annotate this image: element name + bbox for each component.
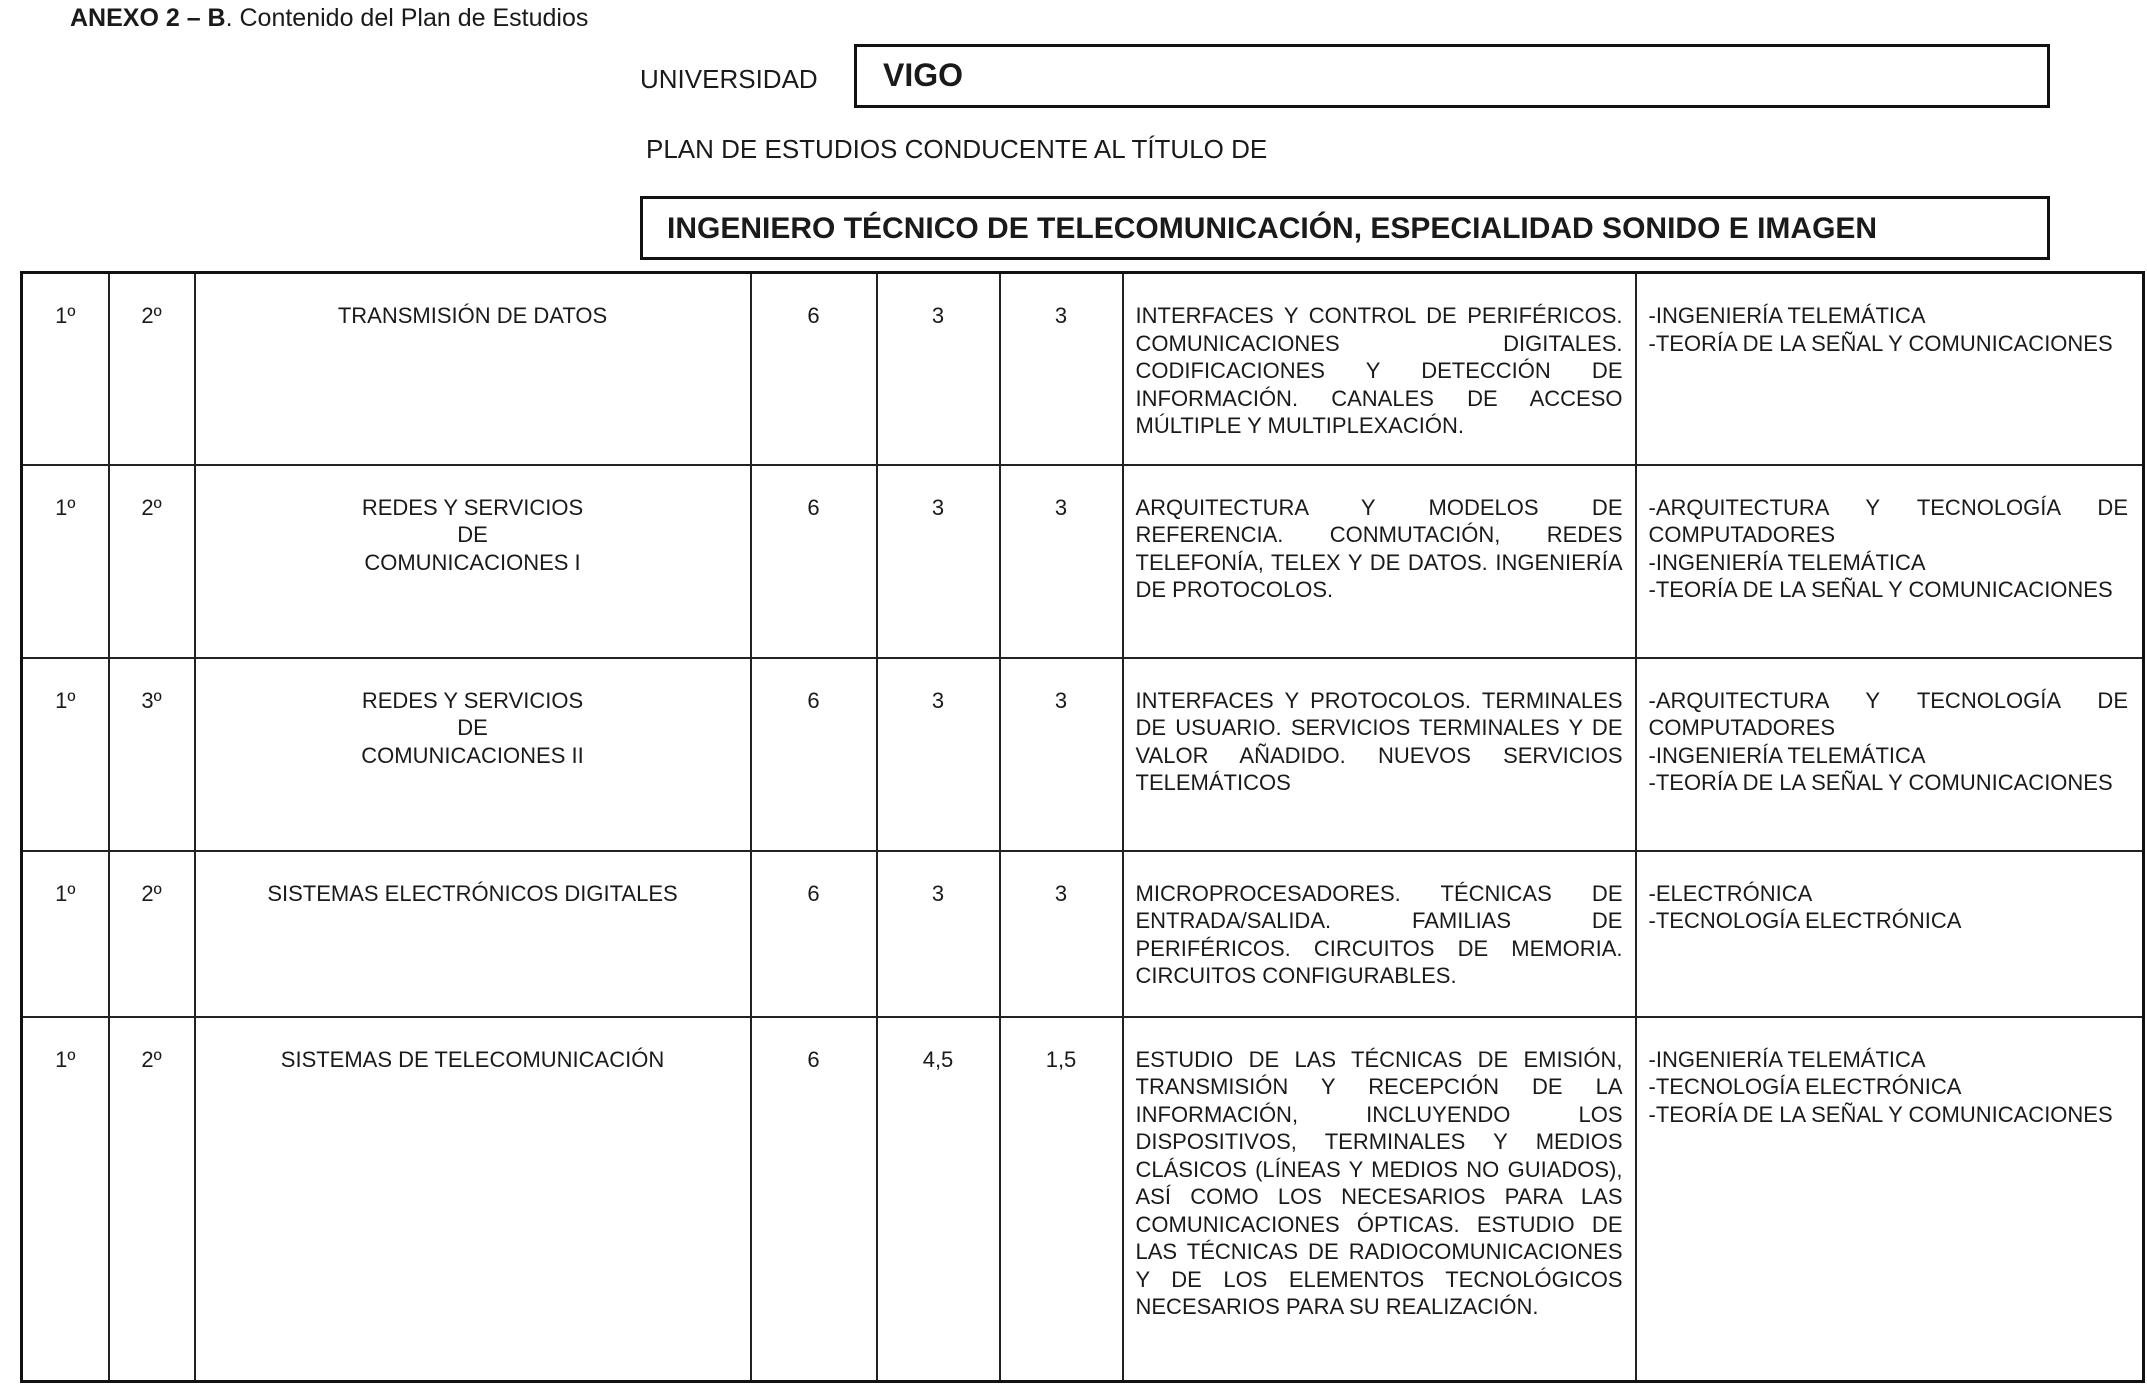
knowledge-area-item: -TEORÍA DE LA SEÑAL Y COMUNICACIONES <box>1648 330 2113 356</box>
table-body <box>22 273 2144 1382</box>
degree-title-box <box>640 196 2050 260</box>
annex-description: . Contenido del Plan de Estudios <box>225 4 589 32</box>
subject-name-line: REDES Y SERVICIOS <box>361 687 584 713</box>
total-credits-cell: 6 <box>751 465 877 658</box>
course-cell: 1º <box>22 465 109 658</box>
degree-title: INGENIERO TÉCNICO DE TELECOMUNICACIÓN, ESPECIALIDAD SONIDO E IMAGEN <box>667 212 1878 245</box>
description-cell: INTERFACES Y CONTROL DE PERIFÉRICOS. COMUNICACIONES DIGITALES. CODIFICACIONES Y DETECCIÓN DE INFORMACIÓN. CANALES DE ACCESO MÚLTIPLE Y MULTIPLEXACIÓN. <box>1123 273 1636 465</box>
subject-name-cell <box>195 273 751 465</box>
subject-name-cell <box>195 658 751 851</box>
table-row <box>22 465 2144 658</box>
practice-credits-cell: 3 <box>1000 273 1123 465</box>
table-row <box>22 273 2144 465</box>
knowledge-area-item: -ARQUITECTURA Y TECNOLOGÍA DE COMPUTADORES <box>1648 494 2128 547</box>
total-credits-cell: 6 <box>751 1017 877 1382</box>
practice-credits-cell: 3 <box>1000 851 1123 1017</box>
total-credits-cell: 6 <box>751 273 877 465</box>
theory-credits-cell: 3 <box>877 465 1000 658</box>
knowledge-area-item: -INGENIERÍA TELEMÁTICA <box>1648 1046 1926 1072</box>
subject-name-line: COMUNICACIONES II <box>361 742 584 768</box>
course-cell: 1º <box>22 273 109 465</box>
total-credits-cell: 6 <box>751 658 877 851</box>
description-cell: ARQUITECTURA Y MODELOS DE REFERENCIA. CONMUTACIÓN, REDES TELEFONÍA, TELEX Y DE DATOS. INGENIERÍA DE PROTOCOLOS. <box>1123 465 1636 658</box>
knowledge-area-item: -TEORÍA DE LA SEÑAL Y COMUNICACIONES <box>1648 1101 2113 1127</box>
term-cell: 2º <box>109 465 195 658</box>
university-name: VIGO <box>883 57 964 93</box>
knowledge-areas-cell <box>1636 273 2144 465</box>
table-row <box>22 851 2144 1017</box>
practice-credits-cell: 3 <box>1000 465 1123 658</box>
theory-credits-cell: 4,5 <box>877 1017 1000 1382</box>
table-row <box>22 1017 2144 1382</box>
theory-credits-cell: 3 <box>877 851 1000 1017</box>
knowledge-areas-cell <box>1636 1017 2144 1382</box>
course-cell: 1º <box>22 851 109 1017</box>
knowledge-area-item: -TECNOLOGÍA ELECTRÓNICA <box>1648 1074 1962 1099</box>
knowledge-areas-cell <box>1636 658 2144 851</box>
term-cell: 3º <box>109 658 195 851</box>
knowledge-area-item: -TEORÍA DE LA SEÑAL Y COMUNICACIONES <box>1648 577 2113 602</box>
knowledge-areas-cell <box>1636 465 2144 658</box>
term-cell: 2º <box>109 273 195 465</box>
course-cell: 1º <box>22 1017 109 1382</box>
knowledge-area-item: -ARQUITECTURA Y TECNOLOGÍA DE COMPUTADORES <box>1648 687 2128 740</box>
subject-name-cell <box>195 851 751 1017</box>
university-box <box>854 44 2050 108</box>
theory-credits-cell: 3 <box>877 273 1000 465</box>
knowledge-area-item: -INGENIERÍA TELEMÁTICA <box>1648 549 1926 575</box>
total-credits-cell: 6 <box>751 851 877 1017</box>
subject-name-line: DE <box>457 522 488 547</box>
annex-number: ANEXO 2 – B <box>70 4 226 32</box>
subject-name-cell <box>195 1017 751 1382</box>
subject-name-line: SISTEMAS DE TELECOMUNICACIÓN <box>280 1046 665 1072</box>
practice-credits-cell: 3 <box>1000 658 1123 851</box>
course-cell: 1º <box>22 658 109 851</box>
subject-name-line: TRANSMISIÓN DE DATOS <box>337 303 608 328</box>
subjects-table <box>20 271 2145 1383</box>
knowledge-areas-cell <box>1636 851 2144 1017</box>
subject-name-cell <box>195 465 751 658</box>
description-cell: MICROPROCESADORES. TÉCNICAS DE ENTRADA/SALIDA. FAMILIAS DE PERIFÉRICOS. CIRCUITOS DE MEMORIA. CIRCUITOS CONFIGURABLES. <box>1123 851 1636 1017</box>
university-label: UNIVERSIDAD <box>640 64 818 94</box>
description-cell: INTERFACES Y PROTOCOLOS. TERMINALES DE USUARIO. SERVICIOS TERMINALES Y DE VALOR AÑADIDO. NUEVOS SERVICIOS TELEMÁTICOS <box>1123 658 1636 851</box>
subject-name-line: DE <box>457 715 488 740</box>
term-cell: 2º <box>109 851 195 1017</box>
description-cell: ESTUDIO DE LAS TÉCNICAS DE EMISIÓN, TRANSMISIÓN Y RECEPCIÓN DE LA INFORMACIÓN, INCLUYENDO LOS DISPOSITIVOS, TERMINALES Y MEDIOS CLÁSICOS (LÍNEAS Y MEDIOS NO GUIADOS), ASÍ COMO LOS NECESARIOS PARA LAS COMUNICACIONES ÓPTICAS. ESTUDIO DE LAS TÉCNICAS DE RADIOCOMUNICACIONES Y DE LOS ELEMENTOS TECNOLÓGICOS NECESARIOS PARA SU REALIZACIÓN. <box>1123 1017 1636 1382</box>
annex-heading <box>70 4 588 33</box>
subject-name-line: COMUNICACIONES I <box>364 549 581 575</box>
practice-credits-cell: 1,5 <box>1000 1017 1123 1382</box>
theory-credits-cell: 3 <box>877 658 1000 851</box>
table-row <box>22 658 2144 851</box>
knowledge-area-item: -TEORÍA DE LA SEÑAL Y COMUNICACIONES <box>1648 770 2113 795</box>
term-cell: 2º <box>109 1017 195 1382</box>
knowledge-area-item: -TECNOLOGÍA ELECTRÓNICA <box>1648 908 1962 933</box>
knowledge-area-item: -INGENIERÍA TELEMÁTICA <box>1648 303 1926 328</box>
knowledge-area-item: -INGENIERÍA TELEMÁTICA <box>1648 742 1926 768</box>
subject-name-line: REDES Y SERVICIOS <box>361 494 584 520</box>
plan-label: PLAN DE ESTUDIOS CONDUCENTE AL TÍTULO DE <box>646 134 1268 164</box>
knowledge-area-item: -ELECTRÓNICA <box>1648 880 1813 906</box>
subject-name-line: SISTEMAS ELECTRÓNICOS DIGITALES <box>267 880 678 906</box>
